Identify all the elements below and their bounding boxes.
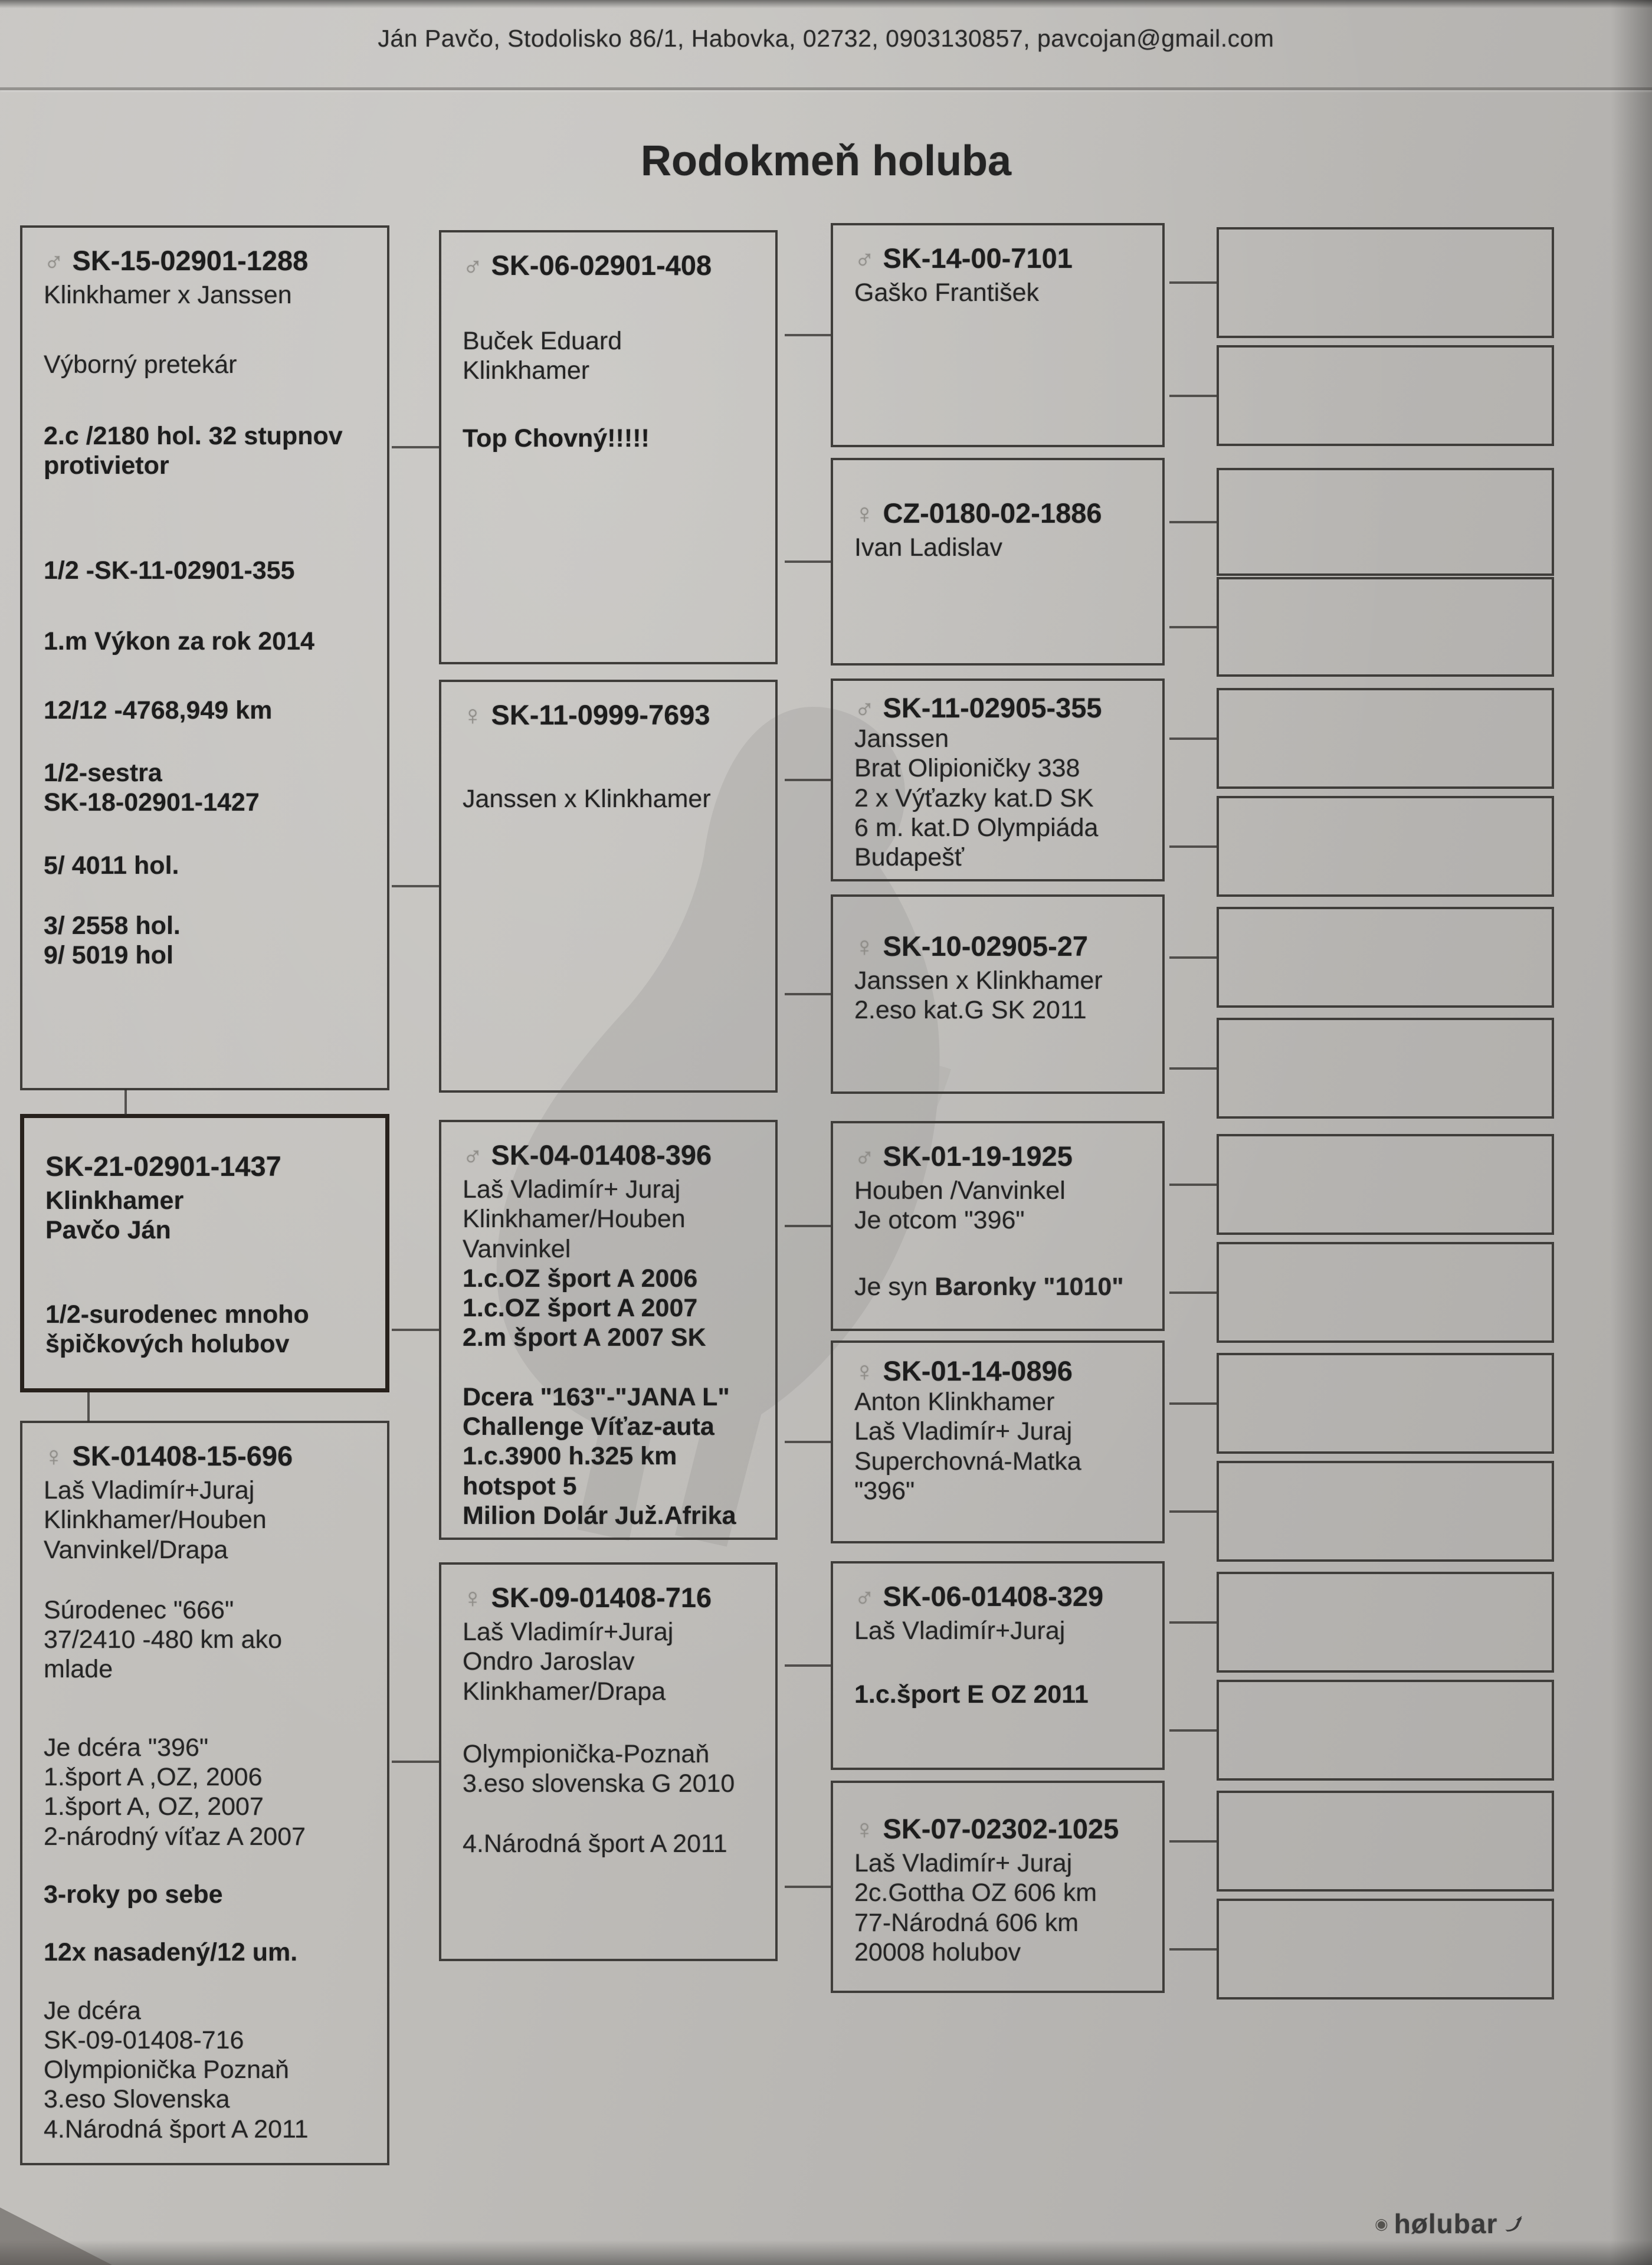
connector-line — [1169, 1510, 1217, 1513]
text-line: 2.c /2180 hol. 32 stupnov — [44, 421, 343, 450]
pedigree-box-gen2-1 — [439, 230, 778, 664]
empty-ancestor-box — [1217, 796, 1554, 897]
text-line: Brat Olipioničky 338 — [854, 754, 1080, 783]
pedigree-box-gen3-1 — [831, 223, 1165, 447]
text-line: Laš Vladimír+ Juraj — [854, 1417, 1073, 1446]
text-line: Olympionička Poznaň — [44, 2056, 289, 2084]
pedigree-box-gen3-6 — [831, 1340, 1165, 1543]
text-line: Gaško František — [854, 278, 1040, 307]
text-line: Buček Eduard — [463, 327, 622, 355]
text-line: 4.Národná šport A 2011 — [44, 2115, 309, 2143]
text-line: Budapešť — [854, 843, 964, 872]
connector-line — [785, 334, 831, 336]
text-line: 20008 holubov — [854, 1938, 1021, 1966]
empty-ancestor-box — [1217, 688, 1554, 789]
text-line: 37/2410 -480 km ako — [44, 1625, 282, 1654]
text-line: Je dcéra "396" — [44, 1733, 209, 1762]
empty-ancestor-box — [1217, 1680, 1554, 1781]
text-line: Houben /Vanvinkel — [854, 1176, 1066, 1205]
male-icon: ♂ — [463, 1139, 483, 1171]
male-icon: ♂ — [44, 245, 64, 276]
holubar-logo — [1375, 2208, 1527, 2240]
text-line: 77-Národná 606 km — [854, 1908, 1079, 1937]
text-line: protivietor — [44, 451, 169, 480]
text-line: Je dcéra — [44, 1996, 141, 2025]
bird-icon — [1503, 2214, 1527, 2234]
text-line: SK-18-02901-1427 — [44, 788, 260, 817]
text-line: 1/2 -SK-11-02901-355 — [44, 556, 295, 585]
pedigree-box-dam — [20, 1421, 389, 2165]
connector-line — [785, 993, 831, 995]
empty-ancestor-box — [1217, 1899, 1554, 2000]
empty-ancestor-box — [1217, 907, 1554, 1008]
text-line: Laš Vladimír+ Juraj — [854, 1849, 1073, 1877]
text-line: Klinkhamer/Houben — [44, 1506, 267, 1535]
connector-line — [1169, 395, 1217, 397]
text-line: Klinkhamer — [45, 1186, 184, 1215]
ring-number: SK-06-01408-329 — [883, 1581, 1104, 1612]
empty-ancestor-box — [1217, 577, 1554, 677]
pedigree-box-gen2-3 — [439, 1120, 778, 1540]
connector-line — [1169, 521, 1217, 523]
text-line: Klinkhamer x Janssen — [44, 281, 292, 309]
empty-ancestor-box — [1217, 1572, 1554, 1673]
ring-row — [44, 1440, 375, 1472]
ring-number: SK-01-19-1925 — [883, 1140, 1073, 1172]
connector-line — [1169, 737, 1217, 740]
connector-line — [1169, 626, 1217, 628]
text-line: Superchovná-Matka — [854, 1447, 1081, 1476]
text-line: Klinkhamer — [463, 356, 590, 385]
female-icon: ♀ — [854, 930, 875, 962]
text-line: Laš Vladimír+Juraj — [463, 1618, 674, 1646]
ring-number: SK-04-01408-396 — [491, 1139, 712, 1171]
logo-text: hølubar — [1394, 2208, 1498, 2239]
connector-line — [785, 1886, 831, 1888]
male-icon: ♂ — [854, 242, 875, 274]
ring-number: SK-01-14-0896 — [883, 1355, 1073, 1386]
text-line: Top Chovný!!!!! — [463, 424, 650, 453]
fold-line — [0, 87, 1652, 90]
empty-ancestor-box — [1217, 468, 1554, 576]
empty-ancestor-box — [1217, 1353, 1554, 1454]
ring-number: SK-21-02901-1437 — [45, 1150, 281, 1182]
text-line: "396" — [854, 1476, 915, 1505]
text-line: Vanvinkel — [463, 1234, 571, 1263]
text-line: Anton Klinkhamer — [854, 1388, 1055, 1416]
male-icon: ♂ — [854, 692, 875, 723]
ring-row — [44, 244, 375, 277]
connector-line — [392, 885, 439, 887]
text-line: Laš Vladimír+Juraj — [854, 1617, 1066, 1645]
logo-mark-icon: ◉ — [1375, 2214, 1388, 2233]
connector-line — [1169, 1948, 1217, 1951]
text-line: 1.c.šport E OZ 2011 — [854, 1680, 1089, 1709]
text-line: Challenge Víťaz-auta — [463, 1412, 714, 1441]
pedigree-box-gen3-3 — [831, 678, 1165, 881]
male-icon: ♂ — [854, 1581, 875, 1612]
connector-line — [124, 1089, 127, 1115]
empty-ancestor-box — [1217, 345, 1554, 446]
text-line: Dcera "163"-"JANA L" — [463, 1382, 730, 1411]
ring-number: SK-01408-15-696 — [72, 1440, 293, 1471]
text-line: 1/2-sestra — [44, 759, 162, 788]
text-line: 9/ 5019 hol — [44, 941, 173, 970]
connector-line — [1169, 956, 1217, 959]
empty-ancestor-box — [1217, 1242, 1554, 1343]
text-line: Vanvinkel/Drapa — [44, 1535, 228, 1564]
text-line: 3-roky po sebe — [44, 1880, 223, 1909]
ring-number: SK-11-0999-7693 — [491, 699, 710, 730]
text-line: 12x nasadený/12 um. — [44, 1938, 298, 1967]
text-line: 5/ 4011 hol. — [44, 851, 179, 880]
empty-ancestor-box — [1217, 1018, 1554, 1119]
text-line: 1.šport A, OZ, 2007 — [44, 1792, 264, 1821]
female-icon: ♀ — [463, 1582, 483, 1613]
connector-line — [785, 1225, 831, 1227]
text-line: 2c.Gottha OZ 606 km — [854, 1879, 1097, 1907]
text-line: Ivan Ladislav — [854, 533, 1002, 562]
text-line: Výborný pretekár — [44, 350, 237, 379]
text-line: Súrodenec "666" — [44, 1595, 234, 1624]
text-line: 12/12 -4768,949 km — [44, 696, 273, 725]
text-line: Ondro Jaroslav — [463, 1647, 635, 1676]
connector-line — [1169, 1184, 1217, 1186]
ring-number: SK-14-00-7101 — [883, 242, 1073, 274]
connector-line — [1169, 1621, 1217, 1624]
text-line: Milion Dolár Juž.Afrika — [463, 1501, 736, 1530]
ring-number: CZ-0180-02-1886 — [883, 497, 1102, 529]
pedigree-box-gen2-4 — [439, 1562, 778, 1961]
empty-ancestor-box — [1217, 1461, 1554, 1562]
pedigree-box-gen3-8 — [831, 1781, 1165, 1993]
text-line: 4.Národná šport A 2011 — [463, 1830, 727, 1858]
text-line: 2.m šport A 2007 SK — [463, 1323, 706, 1352]
ring-number: SK-15-02901-1288 — [72, 245, 309, 276]
pedigree-box-sire — [20, 225, 389, 1090]
text-line: Janssen x Klinkhamer — [463, 785, 711, 813]
pedigree-box-gen3-4 — [831, 894, 1165, 1094]
photo-edge-top — [0, 0, 1652, 8]
text-line: Janssen x Klinkhamer — [854, 966, 1103, 995]
text-line: Pavčo Ján — [45, 1216, 171, 1245]
connector-line — [785, 560, 831, 563]
connector-line — [87, 1391, 90, 1422]
connector-line — [1169, 1729, 1217, 1732]
pedigree-box-gen3-5 — [831, 1121, 1165, 1331]
text-line: Klinkhamer/Houben — [463, 1205, 686, 1234]
text-line: Je syn Baronky "1010" — [854, 1272, 1124, 1301]
text-line: 1.c.3900 h.325 km — [463, 1442, 677, 1471]
pedigree-box-gen3-7 — [831, 1561, 1165, 1770]
page-title: Rodokmeň holuba — [641, 137, 1011, 185]
ring-number: SK-06-02901-408 — [491, 250, 712, 281]
pedigree-box-gen3-2 — [831, 458, 1165, 666]
connector-line — [1169, 845, 1217, 848]
text-line: 1.šport A ,OZ, 2006 — [44, 1763, 263, 1792]
text-line: SK-09-01408-716 — [44, 2025, 244, 2054]
text-line: hotspot 5 — [463, 1471, 577, 1500]
text-line: 2 x Výťazky kat.D SK — [854, 784, 1094, 812]
pedigree-box-gen2-2 — [439, 680, 778, 1093]
text-line: 1/2-surodenec mnoho — [45, 1300, 309, 1329]
female-icon: ♀ — [854, 1355, 875, 1386]
ring-number: SK-10-02905-27 — [883, 930, 1088, 962]
connector-line — [1169, 1292, 1217, 1294]
text-line: 3/ 2558 hol. — [44, 911, 181, 940]
text-line: 1.m Výkon za rok 2014 — [44, 627, 314, 656]
text-line: 6 m. kat.D Olympiáda — [854, 813, 1099, 842]
text-line: 1.c.OZ šport A 2006 — [463, 1264, 698, 1293]
text-line: Laš Vladimír+Juraj — [44, 1476, 255, 1504]
connector-line — [1169, 1402, 1217, 1405]
female-icon: ♀ — [44, 1440, 64, 1471]
text-line: 2-národný víťaz A 2007 — [44, 1822, 306, 1851]
ring-number: SK-09-01408-716 — [491, 1582, 712, 1613]
text-line: Klinkhamer/Drapa — [463, 1677, 666, 1706]
connector-line — [1169, 1840, 1217, 1843]
ring-row — [45, 1150, 373, 1182]
male-icon: ♂ — [854, 1140, 875, 1172]
text-line: špičkových holubov — [45, 1329, 290, 1358]
connector-line — [1169, 1067, 1217, 1070]
text-line: Je otcom "396" — [854, 1206, 1025, 1235]
ring-number: SK-11-02905-355 — [883, 692, 1102, 723]
empty-ancestor-box — [1217, 227, 1554, 338]
connector-line — [392, 446, 439, 448]
photo-edge-bottom — [0, 2240, 1652, 2265]
photo-edge-right — [1611, 0, 1652, 2265]
text-line: Laš Vladimír+ Juraj — [463, 1175, 681, 1204]
pedigree-box-subject — [20, 1114, 389, 1392]
connector-line — [785, 779, 831, 781]
connector-line — [392, 1329, 439, 1331]
text-line: Olympionička-Poznaň — [463, 1739, 710, 1768]
female-icon: ♀ — [854, 1813, 875, 1844]
text-line: Janssen — [854, 725, 949, 753]
owner-contact-line: Ján Pavčo, Stodolisko 86/1, Habovka, 02732, 0903130857, pavcojan@gmail.com — [378, 25, 1274, 52]
text-line: mlade — [44, 1655, 113, 1684]
connector-line — [785, 1441, 831, 1443]
empty-ancestor-box — [1217, 1791, 1554, 1892]
text-line: 3.eso slovenska G 2010 — [463, 1769, 735, 1798]
ring-number: SK-07-02302-1025 — [883, 1813, 1119, 1844]
female-icon: ♀ — [463, 699, 483, 730]
text-line: 2.eso kat.G SK 2011 — [854, 996, 1087, 1025]
female-icon: ♀ — [854, 497, 875, 529]
text-line: 3.eso Slovenska — [44, 2085, 230, 2114]
text-line: 1.c.OZ šport A 2007 — [463, 1294, 698, 1323]
male-icon: ♂ — [463, 250, 483, 281]
connector-line — [392, 1761, 439, 1763]
connector-line — [785, 1664, 831, 1667]
empty-ancestor-box — [1217, 1134, 1554, 1235]
connector-line — [1169, 281, 1217, 284]
